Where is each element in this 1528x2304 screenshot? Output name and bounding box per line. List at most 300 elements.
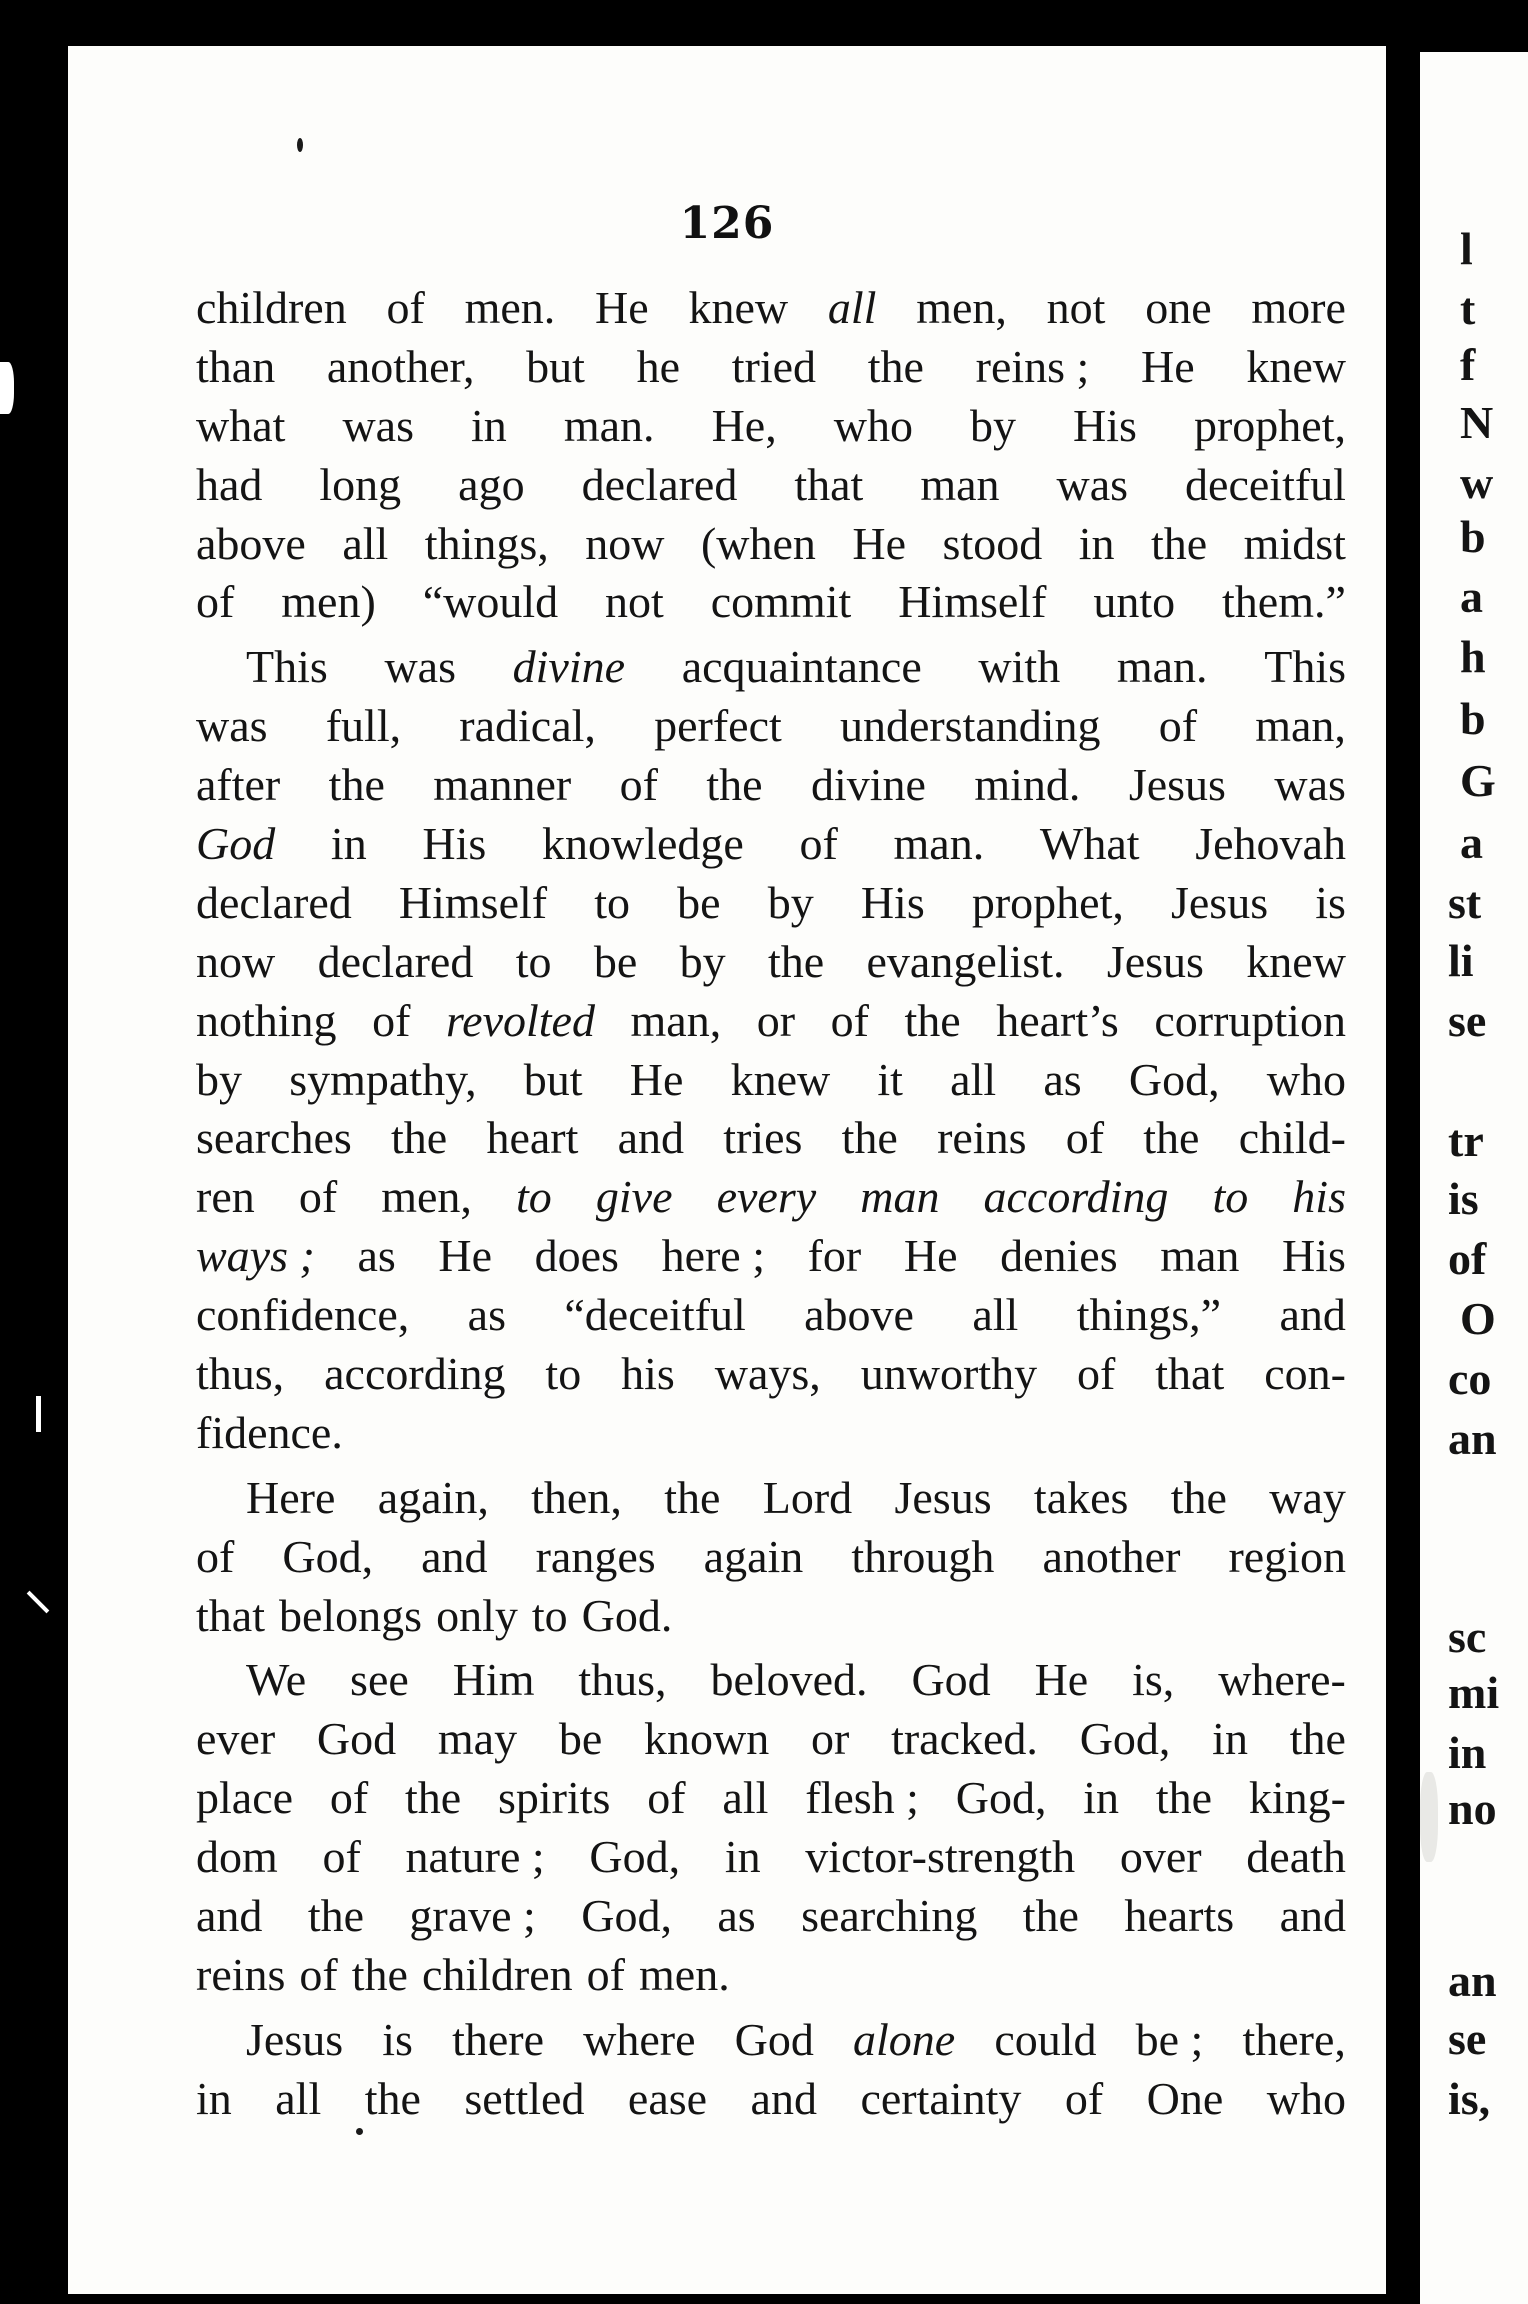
word: What bbox=[1039, 818, 1140, 870]
text-line bbox=[196, 1828, 1346, 1887]
word: all bbox=[722, 1772, 769, 1824]
word: man bbox=[920, 458, 1000, 510]
word: (when bbox=[700, 517, 816, 569]
word: He bbox=[1141, 340, 1195, 392]
facing-page-fragment: is bbox=[1448, 1173, 1479, 1224]
word: of bbox=[1158, 700, 1198, 752]
word: divine bbox=[512, 641, 626, 693]
word: over bbox=[1119, 1831, 1202, 1883]
word: and bbox=[421, 1530, 488, 1582]
word: ways ; bbox=[196, 1230, 315, 1282]
word: is bbox=[1315, 876, 1346, 928]
word: of bbox=[299, 1948, 338, 2000]
word: God, bbox=[955, 1772, 1047, 1824]
word: all bbox=[827, 282, 877, 333]
word: may bbox=[437, 1713, 518, 1765]
word: all bbox=[950, 1053, 997, 1105]
text-line bbox=[196, 1109, 1346, 1168]
word: of bbox=[1064, 2072, 1104, 2124]
word: declared bbox=[196, 876, 352, 928]
text-line bbox=[196, 992, 1346, 1051]
word: God, bbox=[1079, 1713, 1171, 1765]
word: knowledge bbox=[541, 818, 744, 870]
word: the bbox=[1155, 1772, 1213, 1824]
word: knew bbox=[730, 1053, 831, 1105]
text-line bbox=[196, 1286, 1346, 1345]
word: to bbox=[545, 1348, 582, 1400]
word: what bbox=[196, 399, 286, 451]
word: He bbox=[852, 517, 907, 569]
word: according bbox=[324, 1348, 506, 1400]
word: in bbox=[1078, 517, 1115, 569]
word: Jesus bbox=[246, 2013, 344, 2065]
word: acquaintance bbox=[681, 641, 922, 693]
word: man. bbox=[563, 399, 655, 451]
word: man bbox=[860, 1171, 940, 1223]
text-line bbox=[196, 1710, 1346, 1769]
word: of bbox=[647, 1772, 686, 1824]
word: as bbox=[357, 1230, 396, 1282]
word: “deceitful bbox=[564, 1289, 746, 1341]
facing-page-fragment: h bbox=[1460, 631, 1486, 682]
word: death bbox=[1246, 1831, 1346, 1883]
text-line bbox=[196, 1651, 1346, 1710]
word: God bbox=[316, 1713, 397, 1765]
word: more bbox=[1251, 282, 1346, 333]
word: and bbox=[750, 2072, 817, 2124]
word: the bbox=[307, 1890, 365, 1942]
word: of bbox=[329, 1772, 369, 1824]
word: where bbox=[583, 2013, 696, 2065]
word: children bbox=[196, 282, 347, 333]
word: ago bbox=[458, 458, 525, 510]
word: Jesus bbox=[894, 1471, 992, 1523]
word: king- bbox=[1248, 1772, 1346, 1824]
word: his bbox=[621, 1348, 675, 1400]
word: nothing bbox=[196, 994, 337, 1046]
page-number: 126 bbox=[679, 198, 775, 249]
facing-page-fragment: in bbox=[1448, 1727, 1487, 1778]
word: confidence, bbox=[196, 1289, 410, 1341]
word: tracked. bbox=[891, 1713, 1038, 1765]
text-line bbox=[196, 456, 1346, 515]
word: con- bbox=[1264, 1348, 1346, 1400]
word: and bbox=[1279, 1289, 1346, 1341]
word: man bbox=[1160, 1230, 1240, 1282]
word: to bbox=[515, 935, 552, 987]
text-line bbox=[196, 756, 1346, 815]
facing-page-fragment: a bbox=[1460, 571, 1483, 622]
word: here ; bbox=[661, 1230, 765, 1282]
word: was bbox=[1274, 759, 1346, 811]
word: another, bbox=[326, 340, 475, 392]
word: is bbox=[382, 2013, 413, 2065]
word: another bbox=[1042, 1530, 1181, 1582]
word: perfect bbox=[654, 700, 782, 752]
word: way bbox=[1269, 1471, 1346, 1523]
book-page bbox=[68, 46, 1386, 2294]
word: after bbox=[196, 759, 281, 811]
word: by bbox=[679, 935, 726, 987]
word: every bbox=[716, 1171, 817, 1223]
word: the bbox=[364, 2072, 421, 2124]
word: where- bbox=[1218, 1654, 1346, 1706]
word: only bbox=[436, 1589, 518, 1641]
word: by bbox=[767, 876, 814, 928]
word: the bbox=[1150, 517, 1208, 569]
word: could bbox=[994, 2013, 1097, 2065]
word: one bbox=[1145, 282, 1212, 333]
word: by bbox=[196, 1053, 242, 1105]
word: of bbox=[799, 818, 838, 870]
word: then, bbox=[531, 1471, 622, 1523]
word: Jesus bbox=[1128, 759, 1226, 811]
word: unworthy bbox=[860, 1348, 1038, 1400]
word: see bbox=[350, 1654, 409, 1706]
facing-page-edge bbox=[1420, 52, 1528, 2304]
word: or bbox=[756, 994, 796, 1046]
word: the bbox=[328, 759, 385, 811]
word: in bbox=[1212, 1713, 1248, 1765]
word: again bbox=[703, 1530, 804, 1582]
facing-page-fragment: f bbox=[1460, 339, 1476, 390]
word: of bbox=[372, 994, 411, 1046]
word: He bbox=[903, 1230, 958, 1282]
facing-page-fragment: b bbox=[1460, 693, 1486, 744]
word: as bbox=[1043, 1053, 1082, 1105]
text-line bbox=[196, 697, 1346, 756]
word: sympathy, bbox=[289, 1053, 477, 1105]
text-line bbox=[196, 338, 1346, 397]
text-line bbox=[196, 1168, 1346, 1227]
word: all bbox=[342, 517, 389, 569]
text-line bbox=[196, 1227, 1346, 1286]
word: than bbox=[196, 340, 276, 392]
word: region bbox=[1228, 1530, 1346, 1582]
facing-page-fragment: G bbox=[1460, 755, 1496, 806]
word: reins bbox=[196, 1948, 286, 2000]
word: or bbox=[811, 1713, 850, 1765]
word: that bbox=[196, 1589, 265, 1641]
word: man, bbox=[630, 994, 722, 1046]
word: stood bbox=[942, 517, 1043, 569]
word: ways, bbox=[714, 1348, 821, 1400]
word: in bbox=[330, 818, 367, 870]
word: children bbox=[421, 1948, 573, 2000]
word: men. bbox=[639, 1948, 730, 2000]
word: alone bbox=[852, 2013, 956, 2065]
text-line bbox=[196, 815, 1346, 874]
word: God bbox=[911, 1654, 991, 1706]
word: by bbox=[970, 399, 1017, 451]
word: flesh ; bbox=[805, 1772, 919, 1824]
word: there, bbox=[1242, 2013, 1346, 2065]
word: the bbox=[664, 1471, 721, 1523]
word: Here bbox=[246, 1471, 336, 1523]
word: not bbox=[605, 576, 664, 628]
word: heart bbox=[486, 1112, 579, 1164]
text-line bbox=[196, 874, 1346, 933]
facing-page-fragment: a bbox=[1460, 817, 1483, 868]
facing-page-fragment: an bbox=[1448, 1955, 1497, 2006]
text-line bbox=[196, 1345, 1346, 1404]
word: prophet, bbox=[971, 876, 1124, 928]
word: man. bbox=[893, 818, 985, 870]
word: above bbox=[196, 517, 306, 569]
word: heart’s bbox=[996, 994, 1119, 1046]
word: deceitful bbox=[1185, 458, 1346, 510]
word: that bbox=[1155, 1348, 1225, 1400]
word: divine bbox=[810, 759, 926, 811]
word: of bbox=[196, 1530, 235, 1582]
word: He bbox=[438, 1230, 493, 1282]
word: ranges bbox=[535, 1530, 656, 1582]
word: He bbox=[1034, 1654, 1089, 1706]
facing-page-fragment: of bbox=[1448, 1233, 1487, 1284]
word: God, bbox=[282, 1530, 374, 1582]
word: of bbox=[619, 759, 658, 811]
word: does bbox=[534, 1230, 619, 1282]
paper-stain bbox=[1420, 1772, 1438, 1862]
word: declared bbox=[581, 458, 738, 510]
word: men, bbox=[381, 1171, 472, 1223]
gutter-shadow bbox=[1386, 0, 1420, 2304]
word: and bbox=[196, 1890, 263, 1942]
word: Lord bbox=[762, 1471, 853, 1523]
word: as bbox=[467, 1289, 506, 1341]
word: them.” bbox=[1222, 576, 1346, 628]
word: One bbox=[1146, 2072, 1224, 2124]
word: commit bbox=[710, 576, 852, 628]
facing-page-fragment: no bbox=[1448, 1783, 1497, 1834]
text-line bbox=[196, 1404, 1346, 1463]
word: His bbox=[1073, 399, 1137, 451]
word: Himself bbox=[898, 576, 1047, 628]
word: This bbox=[246, 641, 328, 693]
facing-page-fragment: O bbox=[1460, 1293, 1496, 1344]
facing-page-fragment: se bbox=[1448, 995, 1487, 1046]
word: and bbox=[1279, 1890, 1346, 1942]
text-line bbox=[196, 933, 1346, 992]
text-line bbox=[196, 573, 1346, 632]
word: the bbox=[867, 340, 924, 392]
word: according bbox=[983, 1171, 1169, 1223]
ink-speck bbox=[356, 2128, 363, 2135]
word: to bbox=[1212, 1171, 1249, 1223]
word: thus, bbox=[578, 1654, 667, 1706]
word: but bbox=[526, 340, 585, 392]
word: We bbox=[246, 1654, 307, 1706]
word: knew bbox=[1246, 935, 1346, 987]
text-line bbox=[196, 1051, 1346, 1110]
word: to bbox=[516, 1171, 552, 1223]
text-line bbox=[196, 1887, 1346, 1946]
facing-page-fragment: b bbox=[1460, 511, 1486, 562]
word: above bbox=[804, 1289, 914, 1341]
word: This bbox=[1264, 641, 1346, 693]
word: Himself bbox=[398, 876, 548, 928]
word: His bbox=[422, 818, 487, 870]
word: unto bbox=[1093, 576, 1176, 628]
facing-page-fragment: sc bbox=[1448, 1611, 1487, 1662]
word: he bbox=[636, 340, 681, 392]
facing-page-fragment: t bbox=[1460, 283, 1476, 334]
word: who bbox=[833, 399, 913, 451]
word: of bbox=[830, 994, 869, 1046]
word: revolted bbox=[445, 994, 595, 1046]
word: full, bbox=[325, 700, 402, 752]
text-line bbox=[196, 1528, 1346, 1587]
word: of bbox=[298, 1171, 338, 1223]
word: mind. bbox=[974, 759, 1081, 811]
word: manner bbox=[433, 759, 572, 811]
word: fidence. bbox=[196, 1406, 343, 1458]
word: all bbox=[972, 1289, 1019, 1341]
word: God, bbox=[581, 1890, 672, 1942]
word: ease bbox=[627, 2072, 708, 2124]
word: all bbox=[275, 2072, 322, 2124]
word: spirits bbox=[498, 1772, 611, 1824]
word: for bbox=[807, 1230, 862, 1282]
word: with bbox=[978, 641, 1061, 693]
word: place bbox=[196, 1772, 294, 1824]
word: understanding bbox=[839, 700, 1101, 752]
word: was bbox=[342, 399, 414, 451]
text-line bbox=[196, 1587, 1346, 1646]
word: prophet, bbox=[1193, 399, 1346, 451]
ink-speck bbox=[297, 138, 303, 152]
word: things, bbox=[424, 517, 549, 569]
text-line bbox=[196, 1946, 1346, 2005]
word: reins bbox=[937, 1112, 1027, 1164]
word: grave ; bbox=[409, 1890, 536, 1942]
word: as bbox=[717, 1890, 756, 1942]
word: dom bbox=[196, 1831, 278, 1883]
word: in bbox=[196, 2072, 232, 2124]
word: He bbox=[629, 1053, 684, 1105]
word: the bbox=[706, 759, 763, 811]
text-line bbox=[196, 638, 1346, 697]
facing-page-fragment: se bbox=[1448, 2013, 1487, 2064]
word: the bbox=[1143, 1112, 1200, 1164]
word: in bbox=[1083, 1772, 1120, 1824]
text-line bbox=[196, 279, 1346, 338]
word: radical, bbox=[459, 700, 596, 752]
word: of bbox=[386, 282, 425, 333]
word: God bbox=[196, 818, 276, 870]
word: but bbox=[523, 1053, 583, 1105]
word: His bbox=[1282, 1230, 1346, 1282]
word: the bbox=[767, 935, 825, 987]
word: the bbox=[391, 1112, 448, 1164]
word: the bbox=[1022, 1890, 1079, 1942]
word: in bbox=[471, 399, 507, 451]
left-margin-mark bbox=[27, 1591, 50, 1614]
word: ever bbox=[196, 1713, 276, 1765]
word: of bbox=[196, 576, 235, 628]
word: tries bbox=[723, 1112, 803, 1164]
word: “would bbox=[422, 576, 559, 628]
word: not bbox=[1046, 282, 1106, 333]
word: again, bbox=[377, 1471, 489, 1523]
word: denies bbox=[1000, 1230, 1118, 1282]
word: God bbox=[734, 2013, 814, 2065]
word: was bbox=[384, 641, 456, 693]
word: man, bbox=[1255, 700, 1346, 752]
word: that bbox=[794, 458, 864, 510]
facing-page-fragment: l bbox=[1460, 223, 1473, 274]
word: in bbox=[724, 1831, 761, 1883]
word: there bbox=[452, 2013, 544, 2065]
text-line bbox=[196, 515, 1346, 574]
word: searches bbox=[196, 1112, 352, 1164]
word: Jesus bbox=[1170, 876, 1269, 928]
word: be bbox=[677, 876, 721, 928]
word: was bbox=[196, 700, 268, 752]
text-line bbox=[196, 1469, 1346, 1528]
left-margin-mark bbox=[36, 1396, 41, 1432]
facing-page-fragment: mi bbox=[1448, 1667, 1500, 1718]
word: declared bbox=[317, 935, 474, 987]
word: midst bbox=[1243, 517, 1346, 569]
word: God. bbox=[581, 1589, 673, 1641]
facing-page-fragment: is, bbox=[1448, 2073, 1491, 2124]
word: takes bbox=[1033, 1471, 1129, 1523]
word: Jehovah bbox=[1195, 818, 1346, 870]
word: He, bbox=[711, 399, 777, 451]
word: corruption bbox=[1154, 994, 1346, 1046]
word: ren bbox=[196, 1171, 255, 1223]
word: the bbox=[1289, 1713, 1346, 1765]
word: to bbox=[594, 876, 631, 928]
text-line bbox=[196, 397, 1346, 456]
facing-page-fragment: li bbox=[1448, 935, 1474, 986]
word: knew bbox=[688, 282, 789, 333]
left-margin-mark bbox=[0, 362, 14, 414]
word: be bbox=[593, 935, 638, 987]
facing-page-fragment: N bbox=[1460, 397, 1494, 448]
word: beloved. bbox=[710, 1654, 868, 1706]
word: who bbox=[1266, 2072, 1346, 2124]
word: He bbox=[595, 282, 649, 333]
text-line bbox=[196, 2011, 1346, 2070]
word: searching bbox=[801, 1890, 978, 1942]
word: God, bbox=[1128, 1053, 1220, 1105]
word: man. bbox=[1116, 641, 1208, 693]
word: of bbox=[586, 1948, 625, 2000]
word: long bbox=[319, 458, 402, 510]
word: his bbox=[1292, 1171, 1346, 1223]
word: give bbox=[595, 1171, 673, 1223]
word: settled bbox=[464, 2072, 585, 2124]
word: the bbox=[841, 1112, 898, 1164]
body-text bbox=[196, 279, 1346, 2129]
word: men. bbox=[464, 282, 556, 333]
word: the bbox=[404, 1772, 462, 1824]
word: of bbox=[1065, 1112, 1105, 1164]
word: certainty bbox=[860, 2072, 1022, 2124]
word: belongs bbox=[278, 1589, 423, 1641]
word: thus, bbox=[196, 1348, 285, 1400]
facing-page-fragment: tr bbox=[1448, 1115, 1484, 1166]
word: be bbox=[558, 1713, 603, 1765]
word: it bbox=[877, 1053, 903, 1105]
word: was bbox=[1056, 458, 1129, 510]
word: victor-strength bbox=[805, 1831, 1076, 1883]
word: through bbox=[851, 1530, 995, 1582]
word: Him bbox=[452, 1654, 535, 1706]
word: now bbox=[585, 517, 665, 569]
